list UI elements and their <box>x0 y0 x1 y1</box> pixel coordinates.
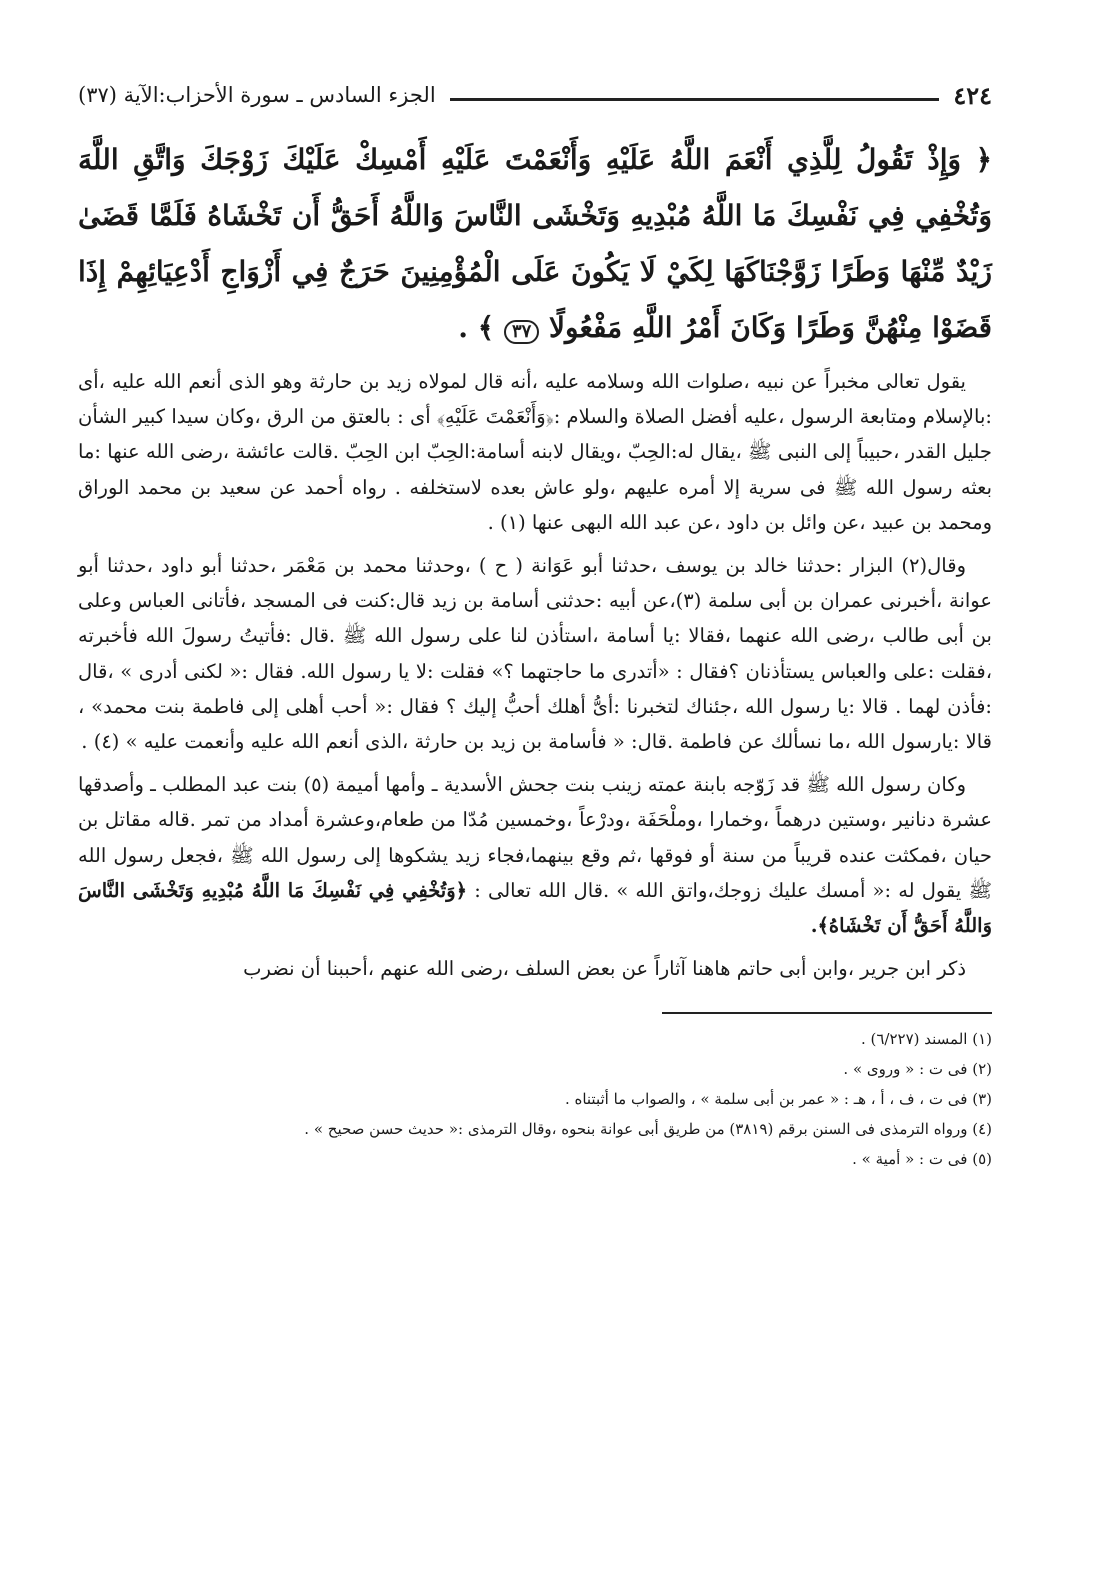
page <box>78 72 992 1552</box>
body-paragraph-2: وقال(٢) البزار :حدثنا خالد بن يوسف ،حدثنا أبو عَوَانة ( ح ) ،وحدثنا محمد بن مَعْمَر ،حدثنا أبو داود ،حدثنا أبو عوانة ،أخبرنى عمران بن أبى سلمة (٣)،عن أبيه :حدثنى أسامة بن زيد قال:كنت فى المسجد ،فأتانى العباس وعلى بن أبى طالب ،رضى الله عنهما ،فقالا :يا أسامة ،استأذن لنا على رسول الله ﷺ .قال :فأتيتُ رسولَ الله فأخبرته ،فقلت :على والعباس يستأذنان ؟فقال : «أتدرى ما حاجتهما ؟» فقلت :لا يا رسول الله. فقال :« لكنى أدرى » ،قال :فأذن لهما . قالا :يا رسول الله ،جئناك لتخبرنا :أىُّ أهلك أحبُّ إليك ؟ فقال :« أحب أهلى إلى فاطمة بنت محمد» ، قالا :يارسول الله ،ما نسألك عن فاطمة .قال: « فأسامة بن زيد بن حارثة ،الذى أنعم الله عليه وأنعمت عليه » (٤) . <box>78 554 992 754</box>
header-title: الجزء السادس ـ سورة الأحزاب:الآية (٣٧) <box>78 83 436 107</box>
header-rule <box>450 98 940 101</box>
running-header <box>78 72 992 118</box>
footnote-1: (١) المسند (٦/٢٢٧) . <box>860 1030 992 1049</box>
footnotes <box>78 1024 992 1174</box>
footnote-3: (٣) فى ت ، ف ، أ ، هـ : « عمر بن أبى سلمة » ، والصواب ما أثبتناه . <box>564 1090 992 1109</box>
footnote-rule <box>662 1012 992 1014</box>
body-paragraph-3 <box>78 767 992 943</box>
footnote-2: (٢) فى ت : « وروى » . <box>843 1060 992 1079</box>
verse-number-badge: ٣٧ <box>504 320 539 344</box>
quran-verse <box>78 132 992 356</box>
page-number: ٤٢٤ <box>953 80 992 110</box>
footnote-4: (٤) ورواه الترمذى فى السنن برقم (٣٨١٩) من طريق أبى عوانة بنحوه ،وقال الترمذى :« حديث حسن صحيح » . <box>304 1120 992 1139</box>
body-paragraph-1: يقول تعالى مخبراً عن نبيه ،صلوات الله وسلامه عليه ،أنه قال لمولاه زيد بن حارثة وهو الذى أنعم الله عليه ،أى :بالإسلام ومتابعة الرسول ،عليه أفضل الصلاة والسلام :﴿وَأَنْعَمْتَ عَلَيْهِ﴾ أى : بالعتق من الرق ،وكان سيدا كبير الشأن جليل القدر ،حبيباً إلى النبى ﷺ ،يقال له:الحِبّ ،ويقال لابنه أسامة:الحِبّ ابن الحِبّ .قالت عائشة ،رضى الله عنها :ما بعثه رسول الله ﷺ فى سرية إلا أمره عليهم ،ولو عاش بعده لاستخلفه . رواه أحمد عن سعيد بن محمد الوراق ومحمد بن عبيد ،عن وائل بن داود ،عن عبد الله البهى عنها (١) . <box>78 370 992 534</box>
body-paragraph-3-text: وكان رسول الله ﷺ قد زَوّجه بابنة عمته زينب بنت جحش الأسدية ـ وأمها أميمة (٥) بنت عبد المطلب ـ وأصدقها عشرة دنانير ،وستين درهماً ،وخمارا ،وملْحَفَة ،ودرْعاً ،وخمسين مُدّا من طعام،وعشرة أمداد من تمر .قاله مقاتل بن حيان ،فمكثت عنده قريباً من سنة أو فوقها ،ثم وقع بينهما،فجاء زيد يشكوها إلى رسول الله ﷺ ،فجعل رسول الله ﷺ يقول له :« أمسك عليك زوجك،واتق الله » .قال الله تعالى : <box>78 773 993 902</box>
verse-closing: ﴾ . <box>458 311 495 344</box>
body-paragraph-4: ذكر ابن جرير ،وابن أبى حاتم هاهنا آثاراً عن بعض السلف ،رضى الله عنهم ،أحببنا أن نضرب <box>243 957 966 981</box>
footnote-5: (٥) فى ت : « أمية » . <box>852 1150 992 1169</box>
verse-quote: ﴿وَتُخْفِي فِي نَفْسِكَ مَا اللَّهُ مُبْدِيهِ وَتَخْشَى النَّاسَ وَاللَّهُ أَحَقُّ أَن تَخْشَاهُ﴾. <box>78 878 992 938</box>
verse-text: ﴿ وَإِذْ تَقُولُ لِلَّذِي أَنْعَمَ اللَّهُ عَلَيْهِ وَأَنْعَمْتَ عَلَيْهِ أَمْسِكْ عَلَيْكَ زَوْجَكَ وَاتَّقِ اللَّهَ وَتُخْفِي فِي نَفْسِكَ مَا اللَّهُ مُبْدِيهِ وَتَخْشَى النَّاسَ وَاللَّهُ أَحَقُّ أَن تَخْشَاهُ فَلَمَّا قَضَىٰ زَيْدٌ مِّنْهَا وَطَرًا زَوَّجْنَاكَهَا لِكَيْ لَا يَكُونَ عَلَى الْمُؤْمِنِينَ حَرَجٌ فِي أَزْوَاجِ أَدْعِيَائِهِمْ إِذَا قَضَوْا مِنْهُنَّ وَطَرًا وَكَانَ أَمْرُ اللَّهِ مَفْعُولًا <box>78 143 992 344</box>
